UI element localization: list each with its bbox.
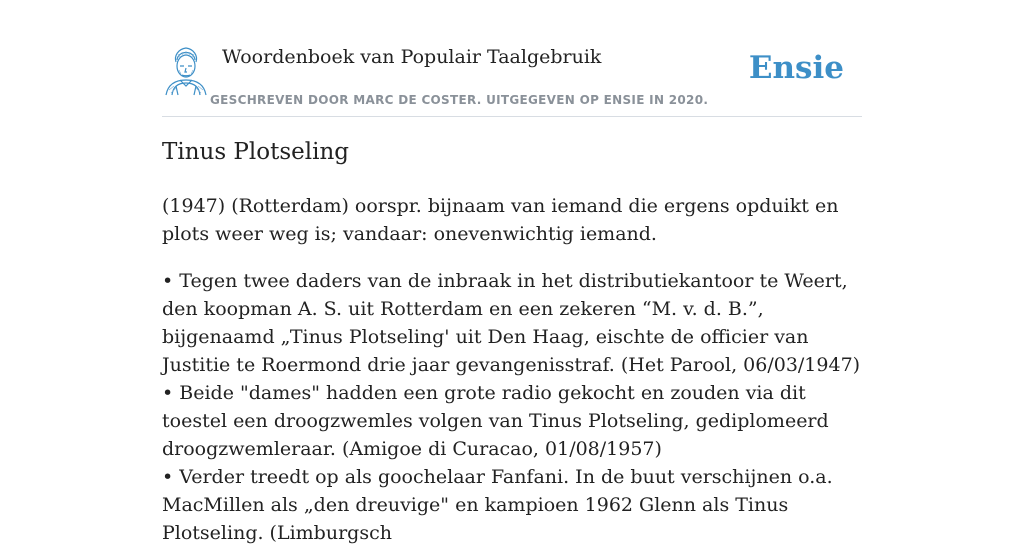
entry-title: Tinus Plotseling: [162, 139, 350, 165]
site-header: [162, 40, 862, 117]
citation-list: [162, 267, 862, 547]
citation-item: • Beide "dames" hadden een grote radio gekocht en zouden via dit toestel een droogzwemles volgen van Tinus Plotseling, gediplomeerd droogzwemleraar. (Amigoe di Curacao, 01/08/1957): [162, 382, 829, 460]
author-portrait-icon: [164, 46, 208, 96]
byline: GESCHREVEN DOOR MARC DE COSTER. UITGEGEVEN OP ENSIE IN 2020.: [210, 93, 709, 107]
citation-item: • Verder treedt op als goochelaar Fanfani. In de buut verschijnen o.a. MacMillen als „den dreuvige" en kampioen 1962 Glenn als Tinus Plotseling. (Limburgsch: [162, 466, 833, 544]
citation-item: • Tegen twee daders van de inbraak in het distributiekantoor te Weert, den koopman A. S. uit Rotterdam en een zekeren “M. v. d. B.”, bijgenaamd „Tinus Plotseling' uit Den Haag, eischte de officier van Justitie te Roermond drie jaar gevangenisstraf. (Het Parool, 06/03/1947): [162, 270, 861, 376]
entry-definition: (1947) (Rotterdam) oorspr. bijnaam van iemand die ergens opduikt en plots weer weg is; vandaar: onevenwichtig iemand.: [162, 195, 839, 245]
book-title[interactable]: Woordenboek van Populair Taalgebruik: [222, 46, 602, 68]
ensie-logo[interactable]: Ensie: [748, 50, 844, 86]
